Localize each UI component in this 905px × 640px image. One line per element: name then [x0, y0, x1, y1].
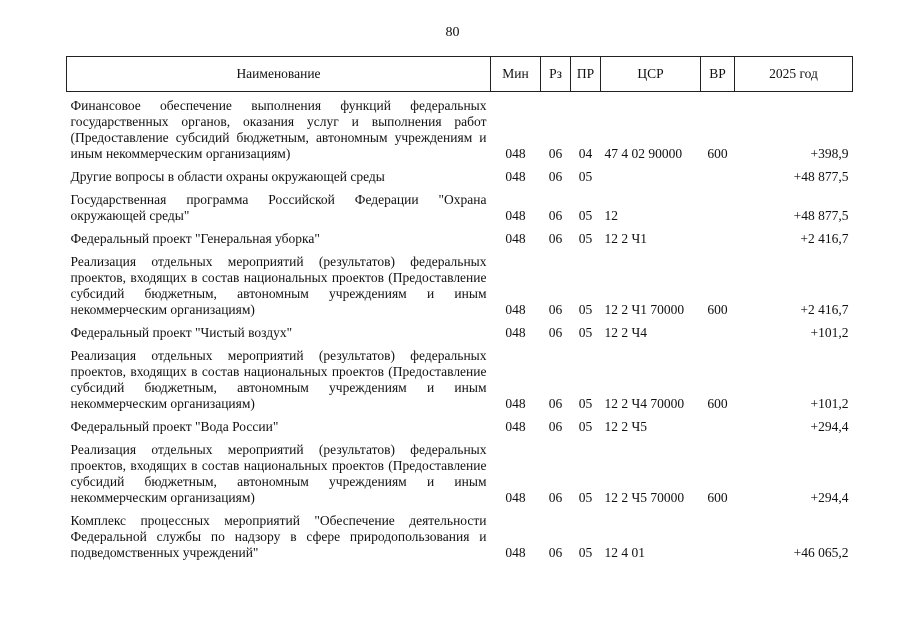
row-name: Другие вопросы в области охраны окружающей среды	[70, 169, 385, 184]
table-row	[67, 248, 853, 319]
budget-table	[66, 56, 853, 562]
row-name: Федеральный проект "Вода России"	[70, 419, 279, 434]
col-vr-header: ВР	[701, 57, 735, 92]
row-rz: 06	[548, 396, 563, 411]
row-rz: 06	[548, 325, 563, 340]
row-csr: 12 2 Ч5 70000	[604, 490, 685, 505]
row-rz: 06	[548, 302, 563, 317]
row-vr	[701, 225, 735, 248]
row-amount: +294,4	[810, 490, 849, 505]
table-row	[67, 342, 853, 413]
row-name: Комплекс процессных мероприятий "Обеспечение деятельности Федеральной службы по надзору в сфере природопользования и подведомственных учреждений"	[70, 513, 487, 560]
col-min-header: Мин	[491, 57, 541, 92]
row-amount: +48 877,5	[793, 208, 849, 223]
row-name: Реализация отдельных мероприятий (результатов) федеральных проектов, входящих в состав национальных проектов (Предоставление субсидий бюджетным, автономным учреждениям и иным некоммерческим организациям)	[70, 254, 487, 317]
row-min: 048	[505, 208, 526, 223]
table-row	[67, 413, 853, 436]
row-csr: 47 4 02 90000	[604, 146, 683, 161]
row-name: Федеральный проект "Генеральная уборка"	[70, 231, 320, 246]
table-row	[67, 225, 853, 248]
row-pr: 05	[578, 208, 593, 223]
row-vr: 600	[707, 396, 728, 411]
row-min: 048	[505, 302, 526, 317]
row-amount: +294,4	[810, 419, 849, 434]
col-pr-header: ПР	[571, 57, 601, 92]
col-name-header: Наименование	[67, 57, 491, 92]
col-csr-header: ЦСР	[601, 57, 701, 92]
row-pr: 05	[578, 231, 593, 246]
row-vr: 600	[707, 302, 728, 317]
col-year-header: 2025 год	[735, 57, 853, 92]
row-amount: +46 065,2	[793, 545, 849, 560]
table-row	[67, 186, 853, 225]
row-csr: 12 2 Ч1 70000	[604, 302, 685, 317]
table-row	[67, 92, 853, 164]
row-pr: 05	[578, 169, 593, 184]
row-rz: 06	[548, 231, 563, 246]
row-name: Реализация отдельных мероприятий (результатов) федеральных проектов, входящих в состав национальных проектов (Предоставление субсидий бюджетным, автономным учреждениям и иным некоммерческим организациям)	[70, 442, 487, 505]
table-row	[67, 163, 853, 186]
row-rz: 06	[548, 545, 563, 560]
row-rz: 06	[548, 419, 563, 434]
table-row	[67, 319, 853, 342]
row-amount: +101,2	[810, 396, 849, 411]
row-csr: 12 2 Ч4	[604, 325, 648, 340]
row-vr	[701, 163, 735, 186]
row-rz: 06	[548, 146, 563, 161]
row-csr	[601, 163, 701, 186]
row-vr	[701, 186, 735, 225]
row-pr: 05	[578, 325, 593, 340]
row-min: 048	[505, 146, 526, 161]
row-name: Финансовое обеспечение выполнения функций федеральных государственных органов, оказания услуг и выполнения работ (Предоставление субсидий бюджетным, автономным учреждениям и иным некоммерческим организациям)	[70, 98, 487, 161]
row-pr: 05	[578, 302, 593, 317]
row-csr: 12 4 01	[604, 545, 645, 560]
row-min: 048	[505, 231, 526, 246]
row-min: 048	[505, 419, 526, 434]
row-min: 048	[505, 490, 526, 505]
row-pr: 05	[578, 545, 593, 560]
row-pr: 05	[578, 419, 593, 434]
row-amount: +48 877,5	[793, 169, 849, 184]
row-vr: 600	[707, 490, 728, 505]
row-rz: 06	[548, 490, 563, 505]
table-row	[67, 507, 853, 562]
row-min: 048	[505, 545, 526, 560]
row-name: Федеральный проект "Чистый воздух"	[70, 325, 293, 340]
row-csr: 12	[604, 208, 618, 223]
table-row	[67, 436, 853, 507]
row-csr: 12 2 Ч1	[604, 231, 648, 246]
row-pr: 05	[578, 490, 593, 505]
row-rz: 06	[548, 208, 563, 223]
row-amount: +2 416,7	[800, 231, 849, 246]
row-rz: 06	[548, 169, 563, 184]
row-min: 048	[505, 396, 526, 411]
row-min: 048	[505, 169, 526, 184]
row-vr	[701, 319, 735, 342]
row-csr: 12 2 Ч5	[604, 419, 648, 434]
table-header	[67, 57, 853, 92]
row-min: 048	[505, 325, 526, 340]
row-amount: +398,9	[810, 146, 849, 161]
row-vr	[701, 413, 735, 436]
row-pr: 05	[578, 396, 593, 411]
col-rz-header: Рз	[541, 57, 571, 92]
row-amount: +2 416,7	[800, 302, 849, 317]
page-number: 80	[445, 25, 460, 40]
row-amount: +101,2	[810, 325, 849, 340]
row-csr: 12 2 Ч4 70000	[604, 396, 685, 411]
row-name: Реализация отдельных мероприятий (результатов) федеральных проектов, входящих в состав национальных проектов (Предоставление субсидий бюджетным, автономным учреждениям и иным некоммерческим организациям)	[70, 348, 487, 411]
row-vr: 600	[707, 146, 728, 161]
row-vr	[701, 507, 735, 562]
row-pr: 04	[578, 146, 593, 161]
row-name: Государственная программа Российской Федерации "Охрана окружающей среды"	[70, 192, 487, 223]
